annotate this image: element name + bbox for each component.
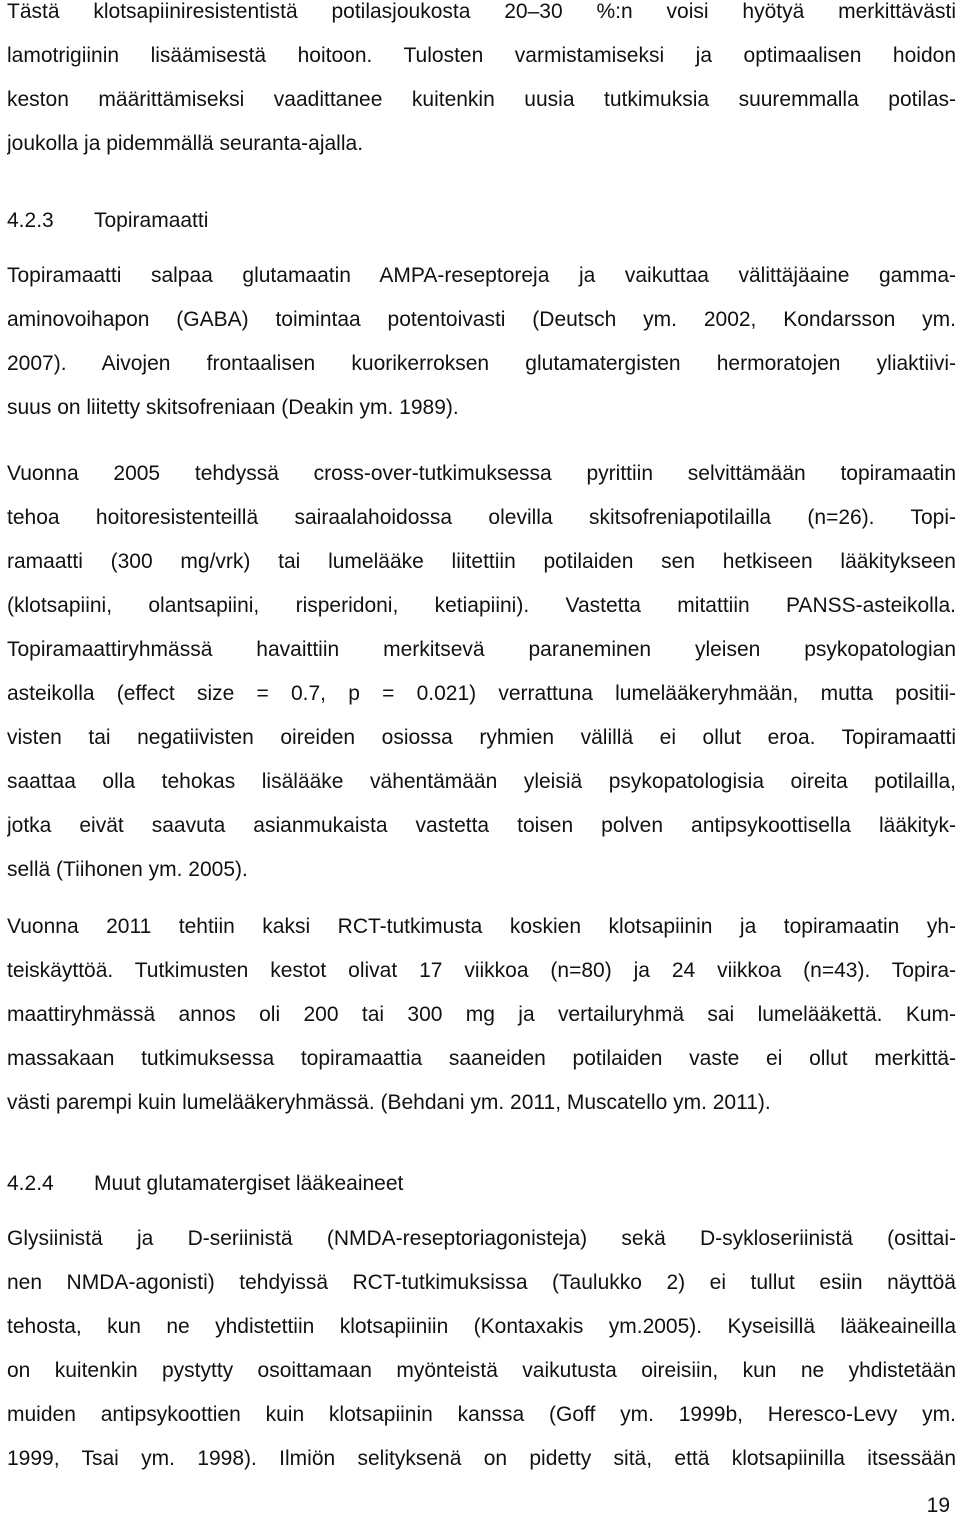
text-line: Vuonna 2011 tehtiin kaksi RCT-tutkimusta koskien klotsapiinin ja topiramaatin yh- <box>7 915 956 938</box>
text-line: tehosta, kun ne yhdistettiin klotsapiiniin (Kontaxakis ym.2005). Kyseisillä lääkeaineilla <box>7 1315 956 1338</box>
text-line: muiden antipsykoottien kuin klotsapiinin kanssa (Goff ym. 1999b, Heresco-Levy ym. <box>7 1403 956 1426</box>
document-page <box>7 0 956 1525</box>
text-line: nen NMDA-agonisti) tehdyissä RCT-tutkimuksissa (Taulukko 2) ei tullut esiin näyttöä <box>7 1271 956 1294</box>
text-line: 2007). Aivojen frontaalisen kuorikerroksen glutamatergisten hermoratojen yliaktiivi- <box>7 352 956 375</box>
text-line: massakaan tutkimuksessa topiramaattia saaneiden potilaiden vaste ei ollut merkittä- <box>7 1047 956 1070</box>
paragraph-intro <box>7 0 956 166</box>
text-line: ramaatti (300 mg/vrk) tai lumelääke liitettiin potilaiden sen hetkiseen lääkitykseen <box>7 550 956 573</box>
text-line: aminovoihapon (GABA) toimintaa potentoivasti (Deutsch ym. 2002, Kondarsson ym. <box>7 308 956 331</box>
paragraph-topiramate-2005-study <box>7 452 956 892</box>
text-line: saattaa olla tehokas lisälääke vähentämään yleisiä psykopatologisia oireita potilailla, <box>7 770 956 793</box>
section-heading-4-2-4 <box>7 1162 956 1206</box>
section-number: 4.2.3 <box>7 209 54 232</box>
text-line: Topiramaattiryhmässä havaittiin merkitsevä paraneminen yleisen psykopatologian <box>7 638 956 661</box>
text-line: jotka eivät saavuta asianmukaista vastetta toisen polven antipsykoottisella lääkityk- <box>7 814 956 837</box>
text-line: visten tai negatiivisten oireiden osiossa ryhmien välillä ei ollut eroa. Topiramaatti <box>7 726 956 749</box>
page-number: 19 <box>926 1494 950 1517</box>
text-line: asteikolla (effect size = 0.7, p = 0.021) verrattuna lumelääkeryhmään, mutta positii- <box>7 682 956 705</box>
text-line: lamotrigiinin lisäämisestä hoitoon. Tulosten varmistamiseksi ja optimaalisen hoidon <box>7 44 956 67</box>
text-line: joukolla ja pidemmällä seuranta-ajalla. <box>7 132 364 155</box>
text-line: Glysiinistä ja D-seriinistä (NMDA-reseptoriagonisteja) sekä D-sykloseriinistä (osittai- <box>7 1227 956 1250</box>
section-number: 4.2.4 <box>7 1172 54 1195</box>
text-line: suus on liitetty skitsofreniaan (Deakin ym. 1989). <box>7 396 459 419</box>
text-line: keston määrittämiseksi vaadittanee kuitenkin uusia tutkimuksia suuremmalla potilas- <box>7 88 956 111</box>
text-line: maattiryhmässä annos oli 200 tai 300 mg ja vertailuryhmä sai lumelääkettä. Kum- <box>7 1003 956 1026</box>
paragraph-topiramate-mechanism <box>7 254 956 430</box>
text-line: tehoa hoitoresistenteillä sairaalahoidossa olevilla skitsofreniapotilailla (n=26). Topi- <box>7 506 956 529</box>
text-line: sellä (Tiihonen ym. 2005). <box>7 858 248 881</box>
paragraph-topiramate-2011-studies <box>7 905 956 1125</box>
paragraph-other-glutamatergic <box>7 1217 956 1481</box>
text-line: Tästä klotsapiiniresistentistä potilasjoukosta 20–30 %:n voisi hyötyä merkittävästi <box>7 0 956 23</box>
section-title: Topiramaatti <box>94 209 209 232</box>
text-line: on kuitenkin pystytty osoittamaan myönteistä vaikutusta oireisiin, kun ne yhdistetään <box>7 1359 956 1382</box>
section-title: Muut glutamatergiset lääkeaineet <box>94 1172 404 1195</box>
text-line: (klotsapiini, olantsapiini, risperidoni, ketiapiini). Vastetta mitattiin PANSS-asteikolla. <box>7 594 956 617</box>
text-line: teiskäyttöä. Tutkimusten kestot olivat 17 viikkoa (n=80) ja 24 viikkoa (n=43). Topira- <box>7 959 956 982</box>
text-line: Topiramaatti salpaa glutamaatin AMPA-reseptoreja ja vaikuttaa välittäjäaine gamma- <box>7 264 956 287</box>
text-line: västi parempi kuin lumelääkeryhmässä. (Behdani ym. 2011, Muscatello ym. 2011). <box>7 1091 771 1114</box>
text-line: 1999, Tsai ym. 1998). Ilmiön selityksenä on pidetty sitä, että klotsapiinilla itsessään <box>7 1447 956 1470</box>
section-heading-4-2-3 <box>7 199 956 243</box>
text-line: Vuonna 2005 tehdyssä cross-over-tutkimuksessa pyrittiin selvittämään topiramaatin <box>7 462 956 485</box>
